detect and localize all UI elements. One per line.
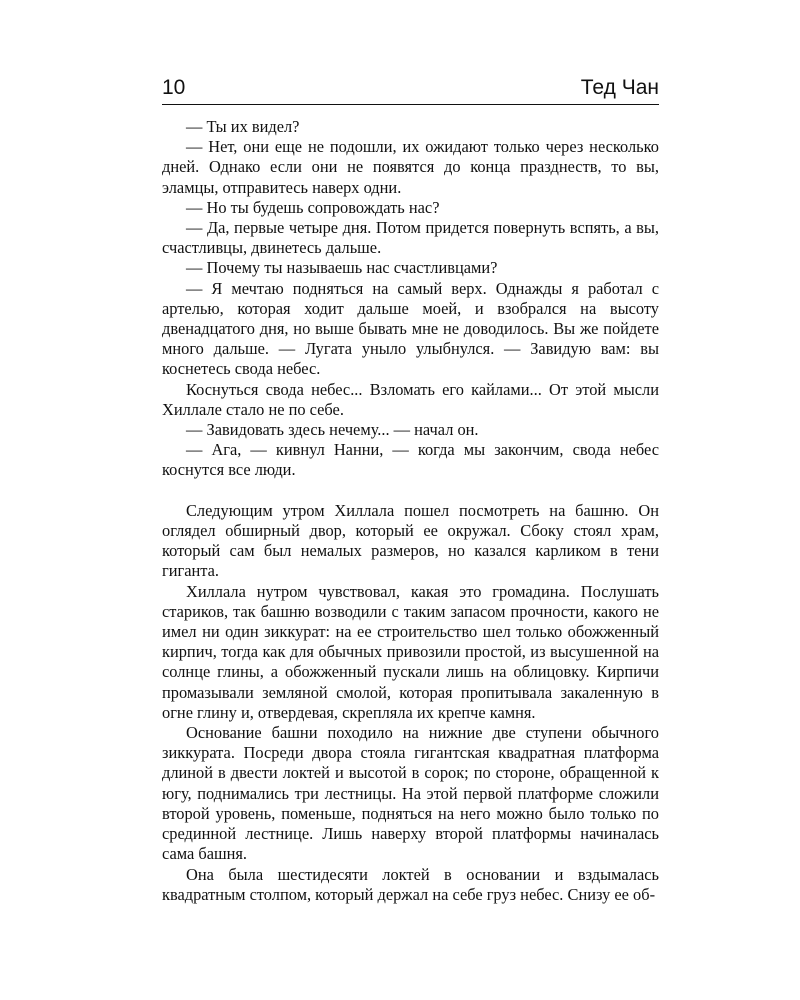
body-text — [162, 117, 659, 905]
paragraph: — Но ты будешь сопровождать нас? — [186, 197, 440, 217]
paragraph: — Ты их видел? — [186, 117, 300, 136]
paragraph: — Нет, они еще не подошли, их ожидают только через несколько дней. Однако если они не появятся до конца празднеств, то вы, эламцы, отправитесь наверх одни. — [162, 137, 659, 197]
paragraph: — Я мечтаю подняться на самый верх. Однажды я работал с артелью, которая ходит дальше моей, и взобрался на высоту двенадцатого дня, но выше бывать мне не доводилось. Вы же пойдете много дальше. — Лугата уныло улыбнулся. — Завидую вам: вы коснетесь свода небес. — [162, 278, 659, 379]
running-head-author: Тед Чан — [580, 76, 659, 99]
paragraph: — Почему ты называешь нас счастливцами? — [186, 258, 498, 278]
page-number: 10 — [162, 76, 186, 99]
paragraph: Хиллала нутром чувствовал, какая это громадина. Послушать стариков, так башню возводили с таким запасом прочности, какого не имел ни один зиккурат: на ее строительство шел только обожженный кирпич, тогда как для обычных привозили простой, из высушенной на солнце глины, а обожженный пускали лишь на облицовку. Кирпичи промазывали земляной смолой, которая пропитывала закаленную в огне глину и, отвердевая, скрепляла их крепче камня. — [162, 581, 659, 722]
paragraph: Основание башни походило на нижние две ступени обычного зиккурата. Посреди двора стояла гигантская квадратная платформа длиной в двести локтей и высотой в сорок; по стороне, обращенной к югу, поднимались три лестницы. На этой первой платформе сложили второй уровень, поменьше, подняться на него можно было только по срединной лестнице. Лишь наверху второй платформы начиналась сама башня. — [162, 723, 659, 864]
paragraph: — Ага, — кивнул Нанни, — когда мы закончим, свода небес коснутся все люди. — [162, 440, 659, 480]
paragraph: Коснуться свода небес... Взломать его кайлами... От этой мысли Хиллале стало не по себе. — [162, 379, 659, 419]
page-header — [162, 76, 659, 105]
paragraph: Следующим утром Хиллала пошел посмотреть на башню. Он оглядел обширный двор, который ее окружал. Сбоку стоял храм, который сам был немалых размеров, но казался карликом в тени гиганта. — [162, 500, 659, 581]
paragraph: — Да, первые четыре дня. Потом придется повернуть вспять, а вы, счастливцы, двинетесь дальше. — [162, 218, 659, 258]
paragraph: — Завидовать здесь нечему... — начал он. — [186, 420, 479, 440]
paragraph: Она была шестидесяти локтей в основании и вздымалась квадратным столпом, который держал на себе груз небес. Снизу ее об- — [162, 864, 659, 904]
